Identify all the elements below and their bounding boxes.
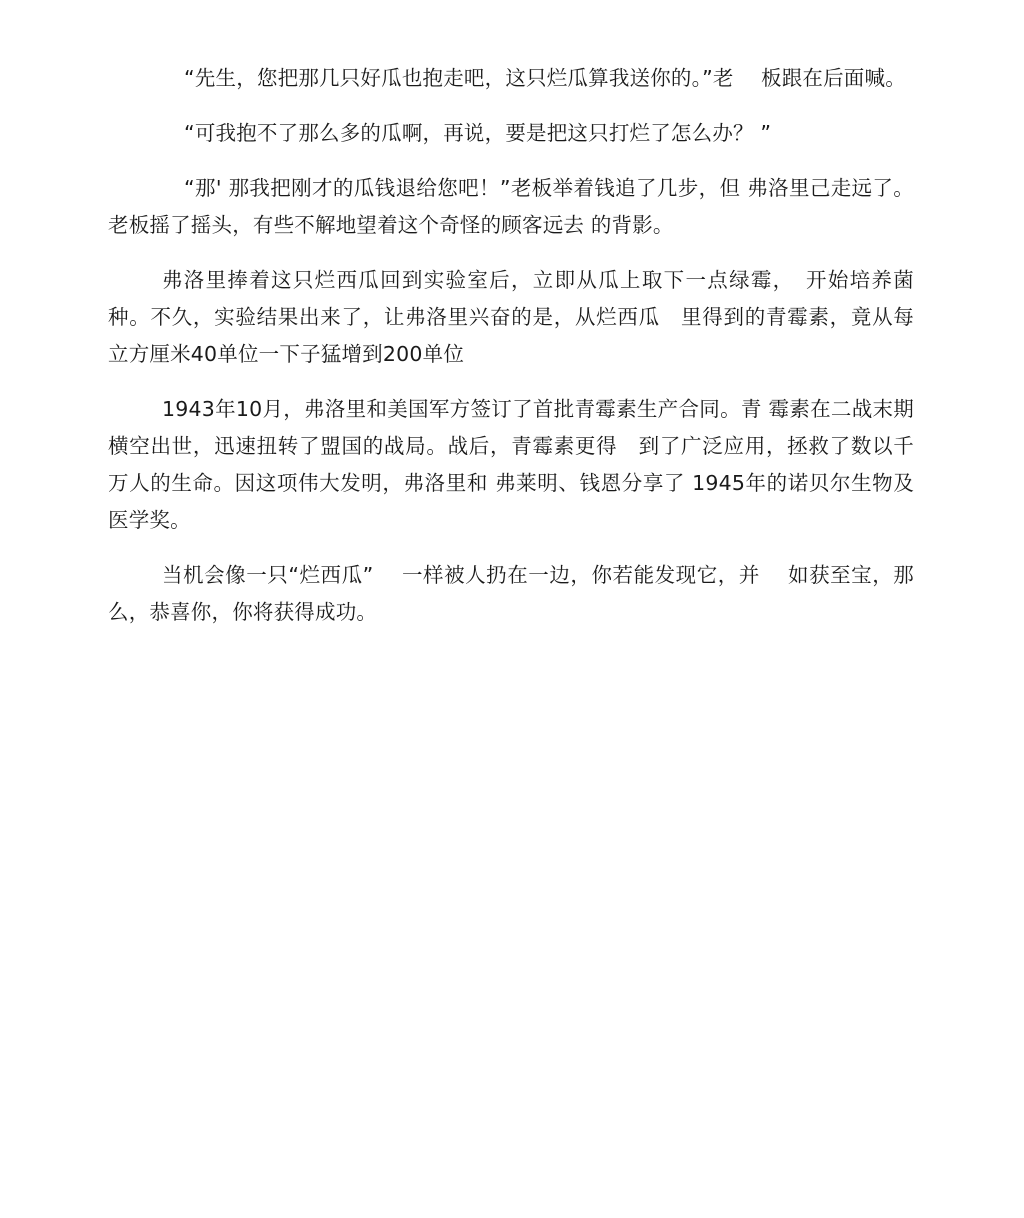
paragraph-1: “先生，您把那几只好瓜也抱走吧，这只烂瓜算我送你的。”老 板跟在后面喊。 (184, 66, 906, 90)
paragraph-2: “可我抱不了那么多的瓜啊，再说，要是把这只打烂了怎么办？ ” (184, 121, 772, 145)
document-body (108, 60, 914, 649)
paragraph-6: 当机会像一只“烂西瓜” 一样被人扔在一边，你若能发现它，并 如获至宝，那么，恭喜你，你将获得成功。 (108, 563, 914, 624)
paragraph-4: 弗洛里捧着这只烂西瓜回到实验室后，立即从瓜上取下一点绿霉， 开始培养菌种。不久，实验结果出来了，让弗洛里兴奋的是，从烂西瓜 里得到的青霉素，竟从每立方厘米40单位一下子猛增到200单位 (108, 268, 914, 366)
paragraph-5: 1943年10月，弗洛里和美国军方签订了首批青霉素生产合同。青 霉素在二战末期横空出世，迅速扭转了盟国的战局。战后，青霉素更得 到了广泛应用，拯救了数以千万人的生命。因这项伟大发明，弗洛里和 弗莱明、钱恩分享了 1945年的诺贝尔生物及医学奖。 (108, 397, 914, 532)
paragraph-3: “那' 那我把刚才的瓜钱退给您吧！”老板举着钱追了几步，但 弗洛里己走远了。老板摇了摇头，有些不解地望着这个奇怪的顾客远去 的背影。 (108, 176, 914, 237)
